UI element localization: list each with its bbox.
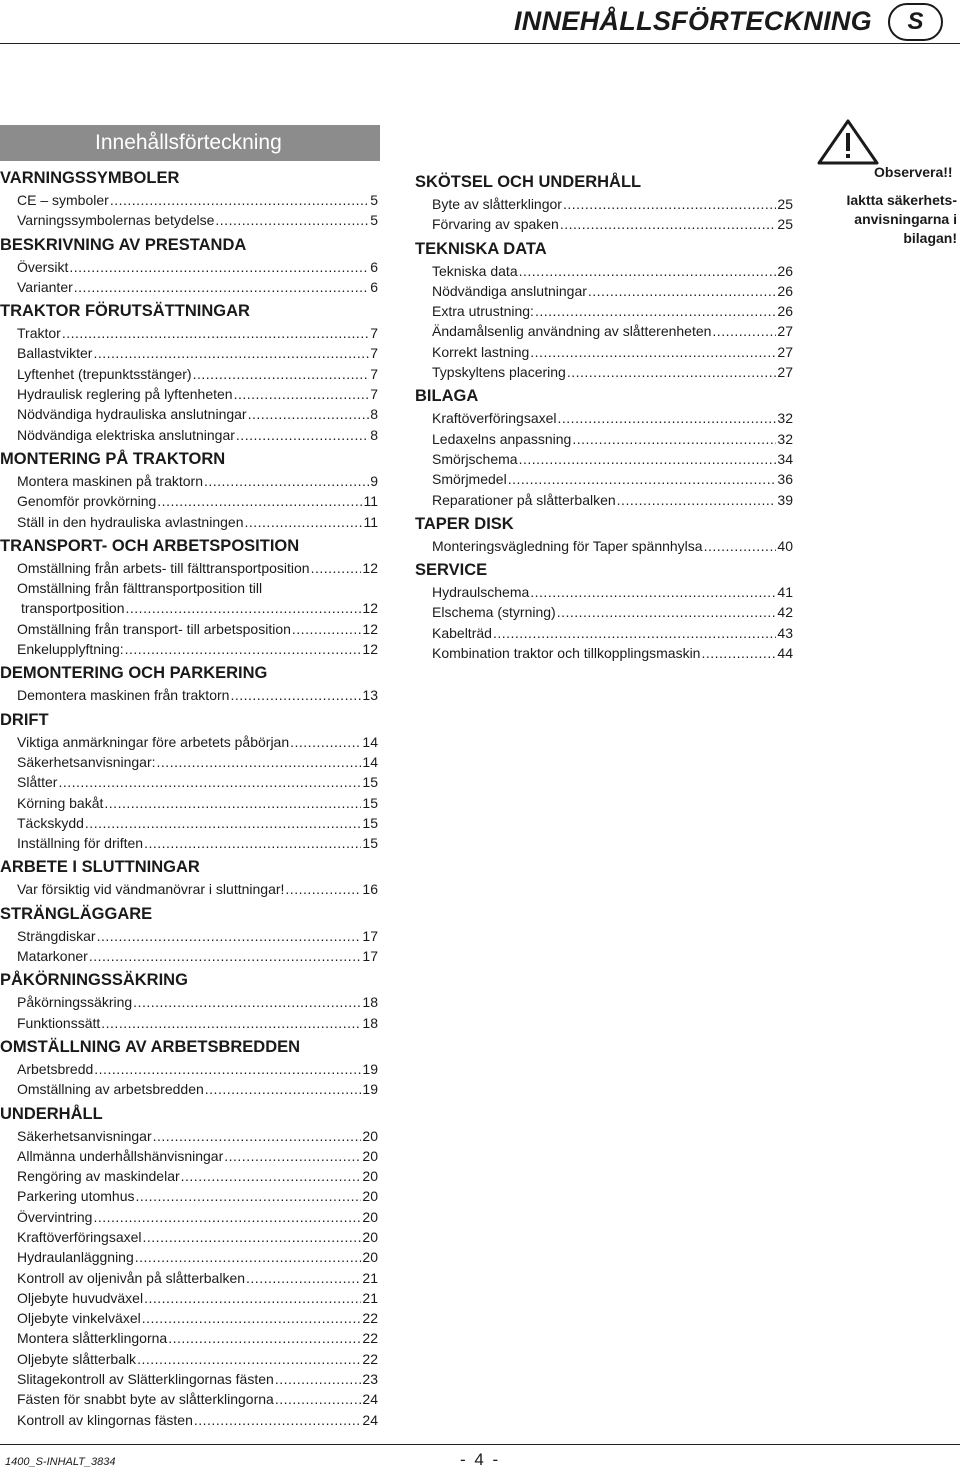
toc-entry-title: Genomför provkörning [17, 493, 157, 510]
toc-leader-dots [244, 512, 362, 532]
toc-entry-title: Rengöring av maskindelar [17, 1168, 180, 1185]
toc-entry[interactable] [0, 1227, 378, 1247]
toc-entry-title: Varianter [17, 278, 73, 295]
language-badge: S [888, 3, 943, 41]
toc-entry-title: Viktiga anmärkningar före arbetets påbörjan [17, 733, 290, 750]
toc-leader-dots [144, 833, 361, 853]
toc-entry-title: Oljebyte slåtterbalk [17, 1350, 137, 1367]
toc-entry[interactable] [0, 1079, 378, 1099]
toc-entry-page: 22 [362, 1330, 378, 1347]
toc-entry-page: 26 [777, 262, 793, 279]
toc-entry[interactable] [0, 471, 378, 491]
toc-leader-dots [530, 582, 776, 602]
toc-leader-dots [181, 1166, 362, 1186]
toc-leader-dots [136, 1186, 362, 1206]
toc-entry-page: 24 [362, 1411, 378, 1428]
toc-entry-title: Lyftenhet (trepunktsstänger) [17, 365, 192, 382]
toc-leader-dots [93, 1207, 361, 1227]
toc-entry[interactable] [415, 602, 793, 622]
toc-entry-page: 18 [362, 994, 378, 1011]
toc-entry[interactable] [0, 404, 378, 424]
toc-entry-title: Ledaxelns anpassning [432, 430, 572, 447]
toc-entry-title: Förvaring av spaken [432, 216, 559, 233]
toc-leader-dots [74, 277, 369, 297]
toc-leader-dots [168, 1328, 361, 1348]
toc-entry[interactable] [415, 643, 793, 663]
toc-entry-title: Nödvändiga elektriska anslutningar [17, 426, 235, 443]
toc-leader-dots [230, 685, 361, 705]
toc-entry-title: Säkerhetsanvisningar [17, 1127, 152, 1144]
toc-entry-title: Omställning från arbets- till fälttransportposition [17, 559, 310, 576]
toc-entry-title: Elschema (styrning) [432, 604, 556, 621]
toc-entry[interactable] [0, 1410, 378, 1430]
toc-entry-page: 12 [362, 559, 378, 576]
toc-leader-dots [588, 281, 777, 301]
toc-leader-dots [94, 1059, 361, 1079]
toc-entry-page: 19 [362, 1081, 378, 1098]
toc-entry-title: Körning bakåt [17, 794, 104, 811]
page-number: - 4 - [460, 1450, 501, 1469]
toc-entry-page: 6 [370, 258, 378, 275]
toc-leader-dots [493, 623, 776, 643]
toc-leader-dots [236, 425, 369, 445]
toc-entry[interactable] [0, 833, 378, 853]
toc-entry-page: 20 [362, 1127, 378, 1144]
toc-leader-dots [311, 558, 362, 578]
toc-entry-page: 12 [362, 600, 378, 617]
toc-entry-title: Smörjmedel [432, 471, 507, 488]
toc-section-heading: MONTERING PÅ TRAKTORN [0, 449, 226, 468]
toc-entry[interactable] [0, 772, 378, 792]
toc-entry[interactable] [0, 946, 378, 966]
toc-section-heading: SERVICE [415, 561, 488, 580]
toc-entry[interactable] [0, 1013, 378, 1033]
warning-triangle-icon [816, 118, 880, 166]
toc-section-heading: TAPER DISK [415, 514, 514, 533]
toc-entry-title: Kombination traktor och tillkopplingsmaskin [432, 645, 701, 662]
toc-entry-text [0, 578, 378, 598]
toc-entry-page: 20 [362, 1208, 378, 1225]
toc-entry-page: 26 [777, 282, 793, 299]
toc-section-heading: TRANSPORT- OCH ARBETSPOSITION [0, 536, 300, 555]
toc-entry-page: 12 [362, 641, 378, 658]
toc-entry-page: 6 [370, 278, 378, 295]
toc-section-heading: BESKRIVNING AV PRESTANDA [0, 235, 247, 254]
toc-entry[interactable] [415, 342, 793, 362]
toc-leader-dots [205, 1079, 362, 1099]
toc-entry-page: 7 [370, 386, 378, 403]
toc-entry-page: 32 [777, 430, 793, 447]
toc-entry-page: 43 [777, 624, 793, 641]
toc-entry[interactable] [0, 1328, 378, 1348]
toc-entry[interactable] [0, 1369, 378, 1389]
toc-entry-title: Funktionssätt [17, 1014, 101, 1031]
toc-entry[interactable] [0, 343, 378, 363]
toc-entry-title: Oljebyte huvudväxel [17, 1289, 144, 1306]
toc-entry-page: 14 [362, 753, 378, 770]
toc-entry[interactable] [415, 536, 793, 556]
toc-entry[interactable] [415, 408, 793, 428]
toc-section-heading: TEKNISKA DATA [415, 239, 547, 258]
toc-entry-page: 15 [362, 774, 378, 791]
toc-entry-page: 32 [777, 410, 793, 427]
toc-leader-dots [285, 879, 361, 899]
toc-section-heading: UNDERHÅLL [0, 1104, 103, 1123]
toc-section-heading: PÅKÖRNINGSSÄKRING [0, 971, 188, 990]
toc-entry-title: Säkerhetsanvisningar: [17, 753, 156, 770]
toc-entry-page: 41 [777, 584, 793, 601]
toc-entry-page: 8 [370, 426, 378, 443]
toc-entry-page: 26 [777, 303, 793, 320]
toc-entry-title: Allmänna underhållshänvisningar [17, 1147, 224, 1164]
toc-leader-dots [224, 1146, 361, 1166]
toc-entry-title: Extra utrustning: [432, 303, 534, 320]
toc-entry-page: 5 [370, 212, 378, 229]
toc-leader-dots [712, 321, 776, 341]
toc-entry-title: CE – symboler [17, 192, 109, 208]
toc-entry[interactable] [0, 732, 378, 752]
toc-entry-title: Nödvändiga anslutningar [432, 282, 587, 299]
toc-entry-title: Enkelupplyftning: [17, 641, 124, 658]
safety-notice-line: Iaktta säkerhets- [846, 192, 957, 208]
toc-leader-dots [89, 946, 362, 966]
toc-entry-page: 34 [777, 450, 793, 467]
toc-entry-title: Omställning från transport- till arbetsposition [17, 620, 291, 637]
toc-leader-dots [144, 1288, 361, 1308]
toc-leader-dots [704, 536, 777, 556]
safety-notice-text [800, 191, 957, 248]
toc-entry-page: 16 [362, 881, 378, 898]
toc-entry-title: Oljebyte vinkelväxel [17, 1310, 141, 1327]
toc-leader-dots [701, 643, 776, 663]
safety-notice-title: Observera!! [874, 164, 953, 180]
toc-section-heading: BILAGA [415, 387, 479, 406]
toc-entry[interactable] [0, 277, 378, 297]
toc-entry-page: 15 [362, 814, 378, 831]
toc-entry[interactable] [0, 1268, 378, 1288]
toc-leader-dots [133, 992, 361, 1012]
toc-title: Innehållsförteckning [95, 131, 282, 154]
toc-entry-page: 40 [777, 537, 793, 554]
toc-entry-title: Hydraulisk reglering på lyftenheten [17, 386, 233, 403]
toc-entry-title: Kontroll av oljenivån på slåtterbalken [17, 1269, 246, 1286]
toc-leader-dots [93, 343, 369, 363]
toc-leader-dots [248, 404, 370, 424]
toc-entry-page: 42 [777, 604, 793, 621]
toc-leader-dots [275, 1389, 362, 1409]
toc-entry-title: Omställning av arbetsbredden [17, 1081, 204, 1098]
toc-entry-title: Kraftöverföringsaxel [432, 410, 557, 427]
toc-leader-dots [193, 364, 370, 384]
toc-entry[interactable] [415, 490, 793, 510]
toc-leader-dots [617, 490, 777, 510]
toc-entry[interactable] [0, 598, 378, 618]
footer-rule [0, 1444, 960, 1445]
toc-entry-page: 24 [362, 1391, 378, 1408]
toc-section-heading: DRIFT [0, 710, 49, 729]
toc-entry-page: 20 [362, 1228, 378, 1245]
toc-entry-title: Ändamålsenlig användning av slåtterenheten [432, 323, 712, 340]
toc-entry-page: 27 [777, 323, 793, 340]
toc-entry-title: Smörjschema [432, 450, 518, 467]
toc-entry-title: Reparationer på slåtterbalken [432, 491, 616, 508]
toc-entry[interactable] [0, 1308, 378, 1328]
toc-entry[interactable] [0, 257, 378, 277]
toc-entry-title: Arbetsbredd [17, 1060, 94, 1077]
toc-entry-page: 14 [362, 733, 378, 750]
toc-leader-dots [142, 1308, 362, 1328]
toc-entry-page: 11 [363, 493, 378, 510]
toc-entry-page: 27 [777, 364, 793, 381]
toc-leader-dots [157, 752, 362, 772]
toc-leader-dots [535, 301, 776, 321]
toc-leader-dots [567, 362, 777, 382]
toc-entry-page: 17 [362, 927, 378, 944]
toc-entry-page: 21 [362, 1269, 378, 1286]
toc-entry[interactable] [0, 1389, 378, 1409]
toc-entry-title: Strängdiskar [17, 927, 96, 944]
toc-entry[interactable] [415, 362, 793, 382]
toc-entry-title: Traktor [17, 325, 61, 342]
toc-entry-page: 13 [362, 687, 378, 704]
toc-entry-page: 7 [370, 365, 378, 382]
toc-leader-dots [157, 491, 362, 511]
toc-entry[interactable] [0, 752, 378, 772]
toc-entry[interactable] [0, 210, 378, 230]
toc-entry-page: 15 [362, 835, 378, 852]
toc-entry-title: Kraftöverföringsaxel [17, 1228, 142, 1245]
toc-leader-dots [62, 323, 369, 343]
toc-entry-page: 39 [777, 491, 793, 508]
toc-entry-page: 5 [370, 192, 378, 208]
toc-entry-page: 21 [362, 1289, 378, 1306]
toc-leader-dots [104, 793, 361, 813]
toc-entry-title: Parkering utomhus [17, 1188, 135, 1205]
toc-entry-title: Nödvändiga hydrauliska anslutningar [17, 406, 247, 423]
toc-entry-title: Ballastvikter [17, 345, 93, 362]
toc-leader-dots [292, 619, 362, 639]
toc-entry[interactable] [0, 1207, 378, 1227]
toc-entry-title: Matarkoner [17, 948, 88, 965]
toc-entry[interactable] [415, 321, 793, 341]
toc-entry-title: Kabelträd [432, 624, 492, 641]
toc-leader-dots [508, 469, 777, 489]
toc-entry[interactable] [0, 1146, 378, 1166]
safety-notice-line: bilagan! [903, 230, 957, 246]
toc-entry[interactable] [0, 384, 378, 404]
toc-entry[interactable] [0, 1288, 378, 1308]
toc-leader-dots [572, 429, 776, 449]
toc-leader-dots [563, 194, 776, 214]
toc-entry[interactable] [0, 879, 378, 899]
toc-entry-title: Demontera maskinen från traktorn [17, 687, 230, 704]
toc-entry[interactable] [0, 425, 378, 445]
toc-entry[interactable] [415, 214, 793, 234]
toc-entry[interactable] [0, 1186, 378, 1206]
toc-entry-title: Slåtter [17, 774, 58, 791]
toc-entry-title: Påkörningssäkring [17, 994, 133, 1011]
toc-entry-title: Typskyltens placering [432, 364, 566, 381]
toc-leader-dots [246, 1268, 361, 1288]
toc-entry-page: 25 [777, 216, 793, 233]
toc-entry[interactable] [415, 582, 793, 602]
toc-leader-dots [58, 772, 361, 792]
toc-entry-page: 19 [362, 1060, 378, 1077]
header-rule [0, 43, 960, 44]
toc-entry-title: Varningssymbolernas betydelse [17, 212, 215, 229]
toc-entry[interactable] [0, 685, 378, 705]
toc-leader-dots [215, 210, 369, 230]
toc-entry-page: 12 [362, 620, 378, 637]
toc-section-heading: OMSTÄLLNING AV ARBETSBREDDEN [0, 1037, 301, 1056]
toc-leader-dots [530, 342, 776, 362]
toc-entry-page: 36 [777, 471, 793, 488]
toc-entry[interactable] [0, 992, 378, 1012]
toc-leader-dots [110, 190, 369, 210]
toc-section-heading: SKÖTSEL OCH UNDERHÅLL [415, 173, 642, 191]
toc-entry-title: Fästen för snabbt byte av slåtterklingorna [17, 1391, 274, 1408]
toc-entry-page: 22 [362, 1350, 378, 1367]
toc-entry-title: Ställ in den hydrauliska avlastningen [17, 513, 244, 530]
toc-left-column [0, 164, 378, 1430]
toc-entry-page: 18 [362, 1014, 378, 1031]
toc-entry-page: 11 [363, 513, 378, 530]
toc-entry[interactable] [415, 449, 793, 469]
toc-leader-dots [560, 214, 777, 234]
toc-entry-page: 9 [370, 472, 378, 489]
toc-entry[interactable] [0, 639, 378, 659]
toc-entry-title: transportposition [21, 600, 125, 617]
toc-leader-dots [204, 471, 369, 491]
toc-entry-page: 15 [362, 794, 378, 811]
toc-entry-page: 20 [362, 1188, 378, 1205]
toc-entry[interactable] [0, 1247, 378, 1267]
toc-entry[interactable] [0, 190, 378, 210]
toc-entry-title: Monteringsvägledning för Taper spännhylsa [432, 537, 703, 554]
toc-entry-title: Slitagekontroll av Slätterklingornas fästen [17, 1371, 274, 1388]
toc-entry-title: Hydraulanläggning [17, 1249, 134, 1266]
toc-entry-page: 8 [370, 406, 378, 423]
toc-leader-dots [194, 1410, 362, 1430]
toc-leader-dots [85, 813, 362, 833]
toc-leader-dots [69, 257, 369, 277]
toc-entry-title: Kontroll av klingornas fästen [17, 1411, 193, 1428]
toc-entry[interactable] [415, 623, 793, 643]
toc-entry-page: 27 [777, 343, 793, 360]
toc-entry-title: Omställning från fälttransportposition till [17, 580, 263, 597]
toc-entry-title: Övervintring [17, 1208, 93, 1225]
toc-entry-page: 44 [777, 645, 793, 662]
toc-entry-page: 25 [777, 196, 793, 212]
toc-leader-dots [275, 1369, 362, 1389]
toc-entry[interactable] [0, 323, 378, 343]
toc-leader-dots [137, 1349, 361, 1369]
toc-entry[interactable] [0, 813, 378, 833]
toc-entry[interactable] [0, 1166, 378, 1186]
toc-leader-dots [557, 602, 777, 622]
toc-leader-dots [290, 732, 361, 752]
toc-entry[interactable] [0, 364, 378, 384]
toc-leader-dots [153, 1126, 362, 1146]
toc-entry[interactable] [0, 491, 378, 511]
toc-entry[interactable] [415, 194, 793, 214]
toc-entry-title: Täckskydd [17, 814, 84, 831]
toc-entry-title: Korrekt lastning [432, 343, 530, 360]
toc-entry-title: Montera maskinen på traktorn [17, 472, 203, 489]
toc-entry-page: 20 [362, 1168, 378, 1185]
toc-section-heading: VARNINGSSYMBOLER [0, 169, 180, 187]
safety-notice-line: anvisningarna i [854, 211, 957, 227]
toc-entry-title: Inställning för driften [17, 835, 144, 852]
document-code: 1400_S-INHALT_3834 [5, 1456, 116, 1468]
toc-leader-dots [135, 1247, 362, 1267]
toc-entry-page: 22 [362, 1310, 378, 1327]
toc-entry[interactable] [0, 926, 378, 946]
toc-entry-title: Var försiktig vid vändmanövrar i sluttningar! [17, 881, 285, 898]
page-header-title: INNEHÅLLSFÖRTECKNING [513, 6, 872, 36]
toc-entry-page: 17 [362, 948, 378, 965]
toc-entry-page: 7 [370, 345, 378, 362]
toc-title-banner [0, 125, 380, 161]
toc-entry[interactable] [0, 1059, 378, 1079]
toc-entry[interactable] [415, 429, 793, 449]
toc-leader-dots [126, 598, 362, 618]
toc-entry-page: 23 [362, 1371, 378, 1388]
toc-leader-dots [101, 1013, 361, 1033]
toc-entry-title: Hydraulschema [432, 584, 530, 601]
toc-entry[interactable] [0, 1126, 378, 1146]
toc-leader-dots [125, 639, 362, 659]
toc-entry[interactable] [415, 261, 793, 281]
toc-entry[interactable] [0, 619, 378, 639]
toc-leader-dots [234, 384, 370, 404]
toc-entry-title: Tekniska data [432, 262, 518, 279]
toc-entry-title: Byte av slåtterklingor [432, 196, 562, 212]
toc-leader-dots [558, 408, 777, 428]
toc-entry[interactable] [0, 793, 378, 813]
toc-entry[interactable] [415, 469, 793, 489]
toc-section-heading: ARBETE I SLUTTNINGAR [0, 858, 200, 877]
toc-entry[interactable] [0, 558, 378, 578]
toc-entry-page: 7 [370, 325, 378, 342]
toc-right-column [415, 168, 793, 663]
toc-leader-dots [143, 1227, 362, 1247]
toc-entry-title: Översikt [17, 258, 69, 275]
toc-section-heading: TRAKTOR FÖRUTSÄTTNINGAR [0, 302, 250, 321]
toc-entry-title: Montera slåtterklingorna [17, 1330, 168, 1347]
toc-entry-page: 20 [362, 1249, 378, 1266]
toc-section-heading: STRÄNGLÄGGARE [0, 904, 153, 923]
toc-entry[interactable] [415, 301, 793, 321]
toc-section-heading: DEMONTERING OCH PARKERING [0, 664, 268, 683]
toc-entry[interactable] [415, 281, 793, 301]
toc-leader-dots [519, 261, 777, 281]
toc-entry-page: 20 [362, 1147, 378, 1164]
toc-entry[interactable] [0, 1349, 378, 1369]
toc-leader-dots [519, 449, 777, 469]
toc-leader-dots [97, 926, 362, 946]
toc-entry[interactable] [0, 512, 378, 532]
